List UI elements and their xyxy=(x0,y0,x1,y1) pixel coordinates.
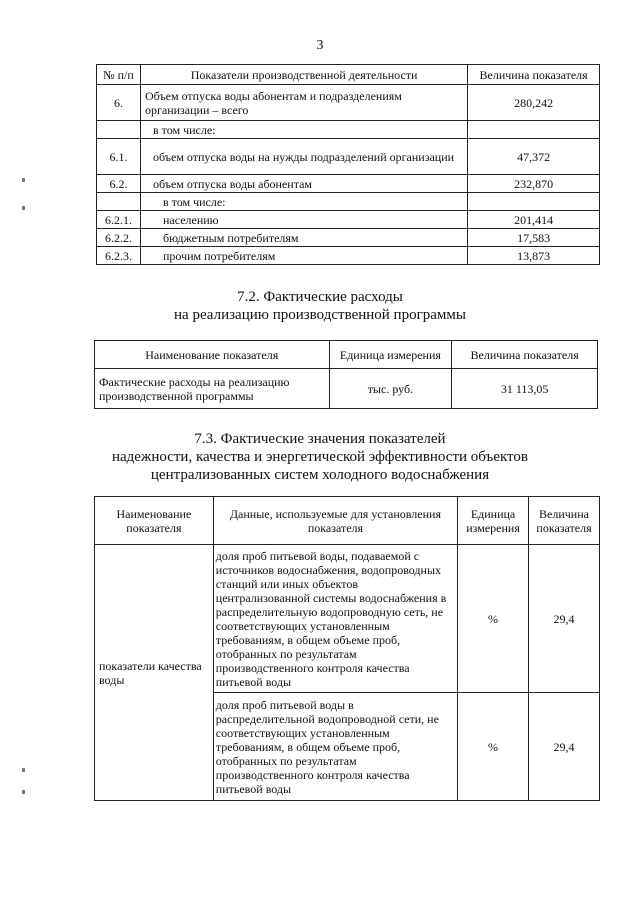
row-label: населению xyxy=(140,211,467,229)
scan-mark xyxy=(22,178,25,182)
heading-line: надежности, качества и энергетической эффективности объектов xyxy=(111,449,528,465)
table-header-row xyxy=(95,341,598,369)
column-header-indicator: Показатели производственной деятельности xyxy=(140,65,467,85)
row-number: 6. xyxy=(97,85,141,121)
column-header-unit: Единица измерения xyxy=(458,497,529,545)
table-row xyxy=(97,247,600,265)
table-row xyxy=(97,121,600,139)
row-name: Фактические расходы на реализацию производственной программы xyxy=(95,369,330,409)
row-unit: тыс. руб. xyxy=(329,369,452,409)
table-row xyxy=(95,369,598,409)
table-row xyxy=(97,85,600,121)
row-number: 6.2.2. xyxy=(97,229,141,247)
row-number xyxy=(97,193,141,211)
row-value: 201,414 xyxy=(468,211,600,229)
table-row xyxy=(97,139,600,175)
table-row xyxy=(97,193,600,211)
section-heading-7-3 xyxy=(0,430,640,484)
table-row xyxy=(95,545,600,693)
actual-expenses-table xyxy=(94,340,598,409)
row-data: доля проб питьевой воды в распределительной водопроводной сети, не соответствующих установленным требованиям, в общем объеме проб, отобранных по результатам производственного контроля качества питьевой воды xyxy=(213,693,457,801)
row-value xyxy=(468,193,600,211)
scan-mark xyxy=(22,768,25,772)
table-row xyxy=(97,229,600,247)
column-header-value: Величина показателя xyxy=(452,341,598,369)
row-label: объем отпуска воды на нужды подразделений организации xyxy=(140,139,467,175)
heading-line: централизованных систем холодного водоснабжения xyxy=(150,467,490,483)
row-number: 6.2. xyxy=(97,175,141,193)
column-header-unit: Единица измерения xyxy=(329,341,452,369)
row-unit: % xyxy=(458,693,529,801)
column-header-data: Данные, используемые для установления показателя xyxy=(213,497,457,545)
table-row xyxy=(97,175,600,193)
row-value: 31 113,05 xyxy=(452,369,598,409)
row-value: 29,4 xyxy=(529,693,600,801)
row-unit: % xyxy=(458,545,529,693)
row-value: 47,372 xyxy=(468,139,600,175)
row-value: 29,4 xyxy=(529,545,600,693)
column-header-number: № п/п xyxy=(97,65,141,85)
table-header-row xyxy=(97,65,600,85)
row-number: 6.2.1. xyxy=(97,211,141,229)
group-name: показатели качества воды xyxy=(95,545,214,801)
row-label: в том числе: xyxy=(140,193,467,211)
heading-line: на реализацию производственной программы xyxy=(174,307,466,323)
scan-mark xyxy=(22,206,25,210)
row-label: бюджетным потребителям xyxy=(140,229,467,247)
row-label: в том числе: xyxy=(140,121,467,139)
heading-line: 7.2. Фактические расходы xyxy=(237,289,403,305)
row-number xyxy=(97,121,141,139)
row-data: доля проб питьевой воды, подаваемой с источников водоснабжения, водопроводных станций или иных объектов централизованной системы водоснабжения в распределительную водопроводную сеть, не соответствующих установленным требованиям, в общем объеме проб, отобранных по результатам производственного контроля качества питьевой воды xyxy=(213,545,457,693)
row-number: 6.2.3. xyxy=(97,247,141,265)
row-label: прочим потребителям xyxy=(140,247,467,265)
row-label: объем отпуска воды абонентам xyxy=(140,175,467,193)
page-number: 3 xyxy=(316,38,324,53)
quality-indicators-table xyxy=(94,496,600,801)
production-indicators-table xyxy=(96,64,600,265)
row-number: 6.1. xyxy=(97,139,141,175)
column-header-name: Наименование показателя xyxy=(95,497,214,545)
row-value: 17,583 xyxy=(468,229,600,247)
section-heading-7-2 xyxy=(0,288,640,324)
row-label: Объем отпуска воды абонентам и подразделениям организации – всего xyxy=(140,85,467,121)
row-value: 232,870 xyxy=(468,175,600,193)
row-value: 280,242 xyxy=(468,85,600,121)
table-header-row xyxy=(95,497,600,545)
table-row xyxy=(97,211,600,229)
column-header-name: Наименование показателя xyxy=(95,341,330,369)
heading-line: 7.3. Фактические значения показателей xyxy=(194,431,446,447)
column-header-value: Величина показателя xyxy=(529,497,600,545)
column-header-value: Величина показателя xyxy=(468,65,600,85)
scan-mark xyxy=(22,790,25,794)
row-value: 13,873 xyxy=(468,247,600,265)
row-value xyxy=(468,121,600,139)
